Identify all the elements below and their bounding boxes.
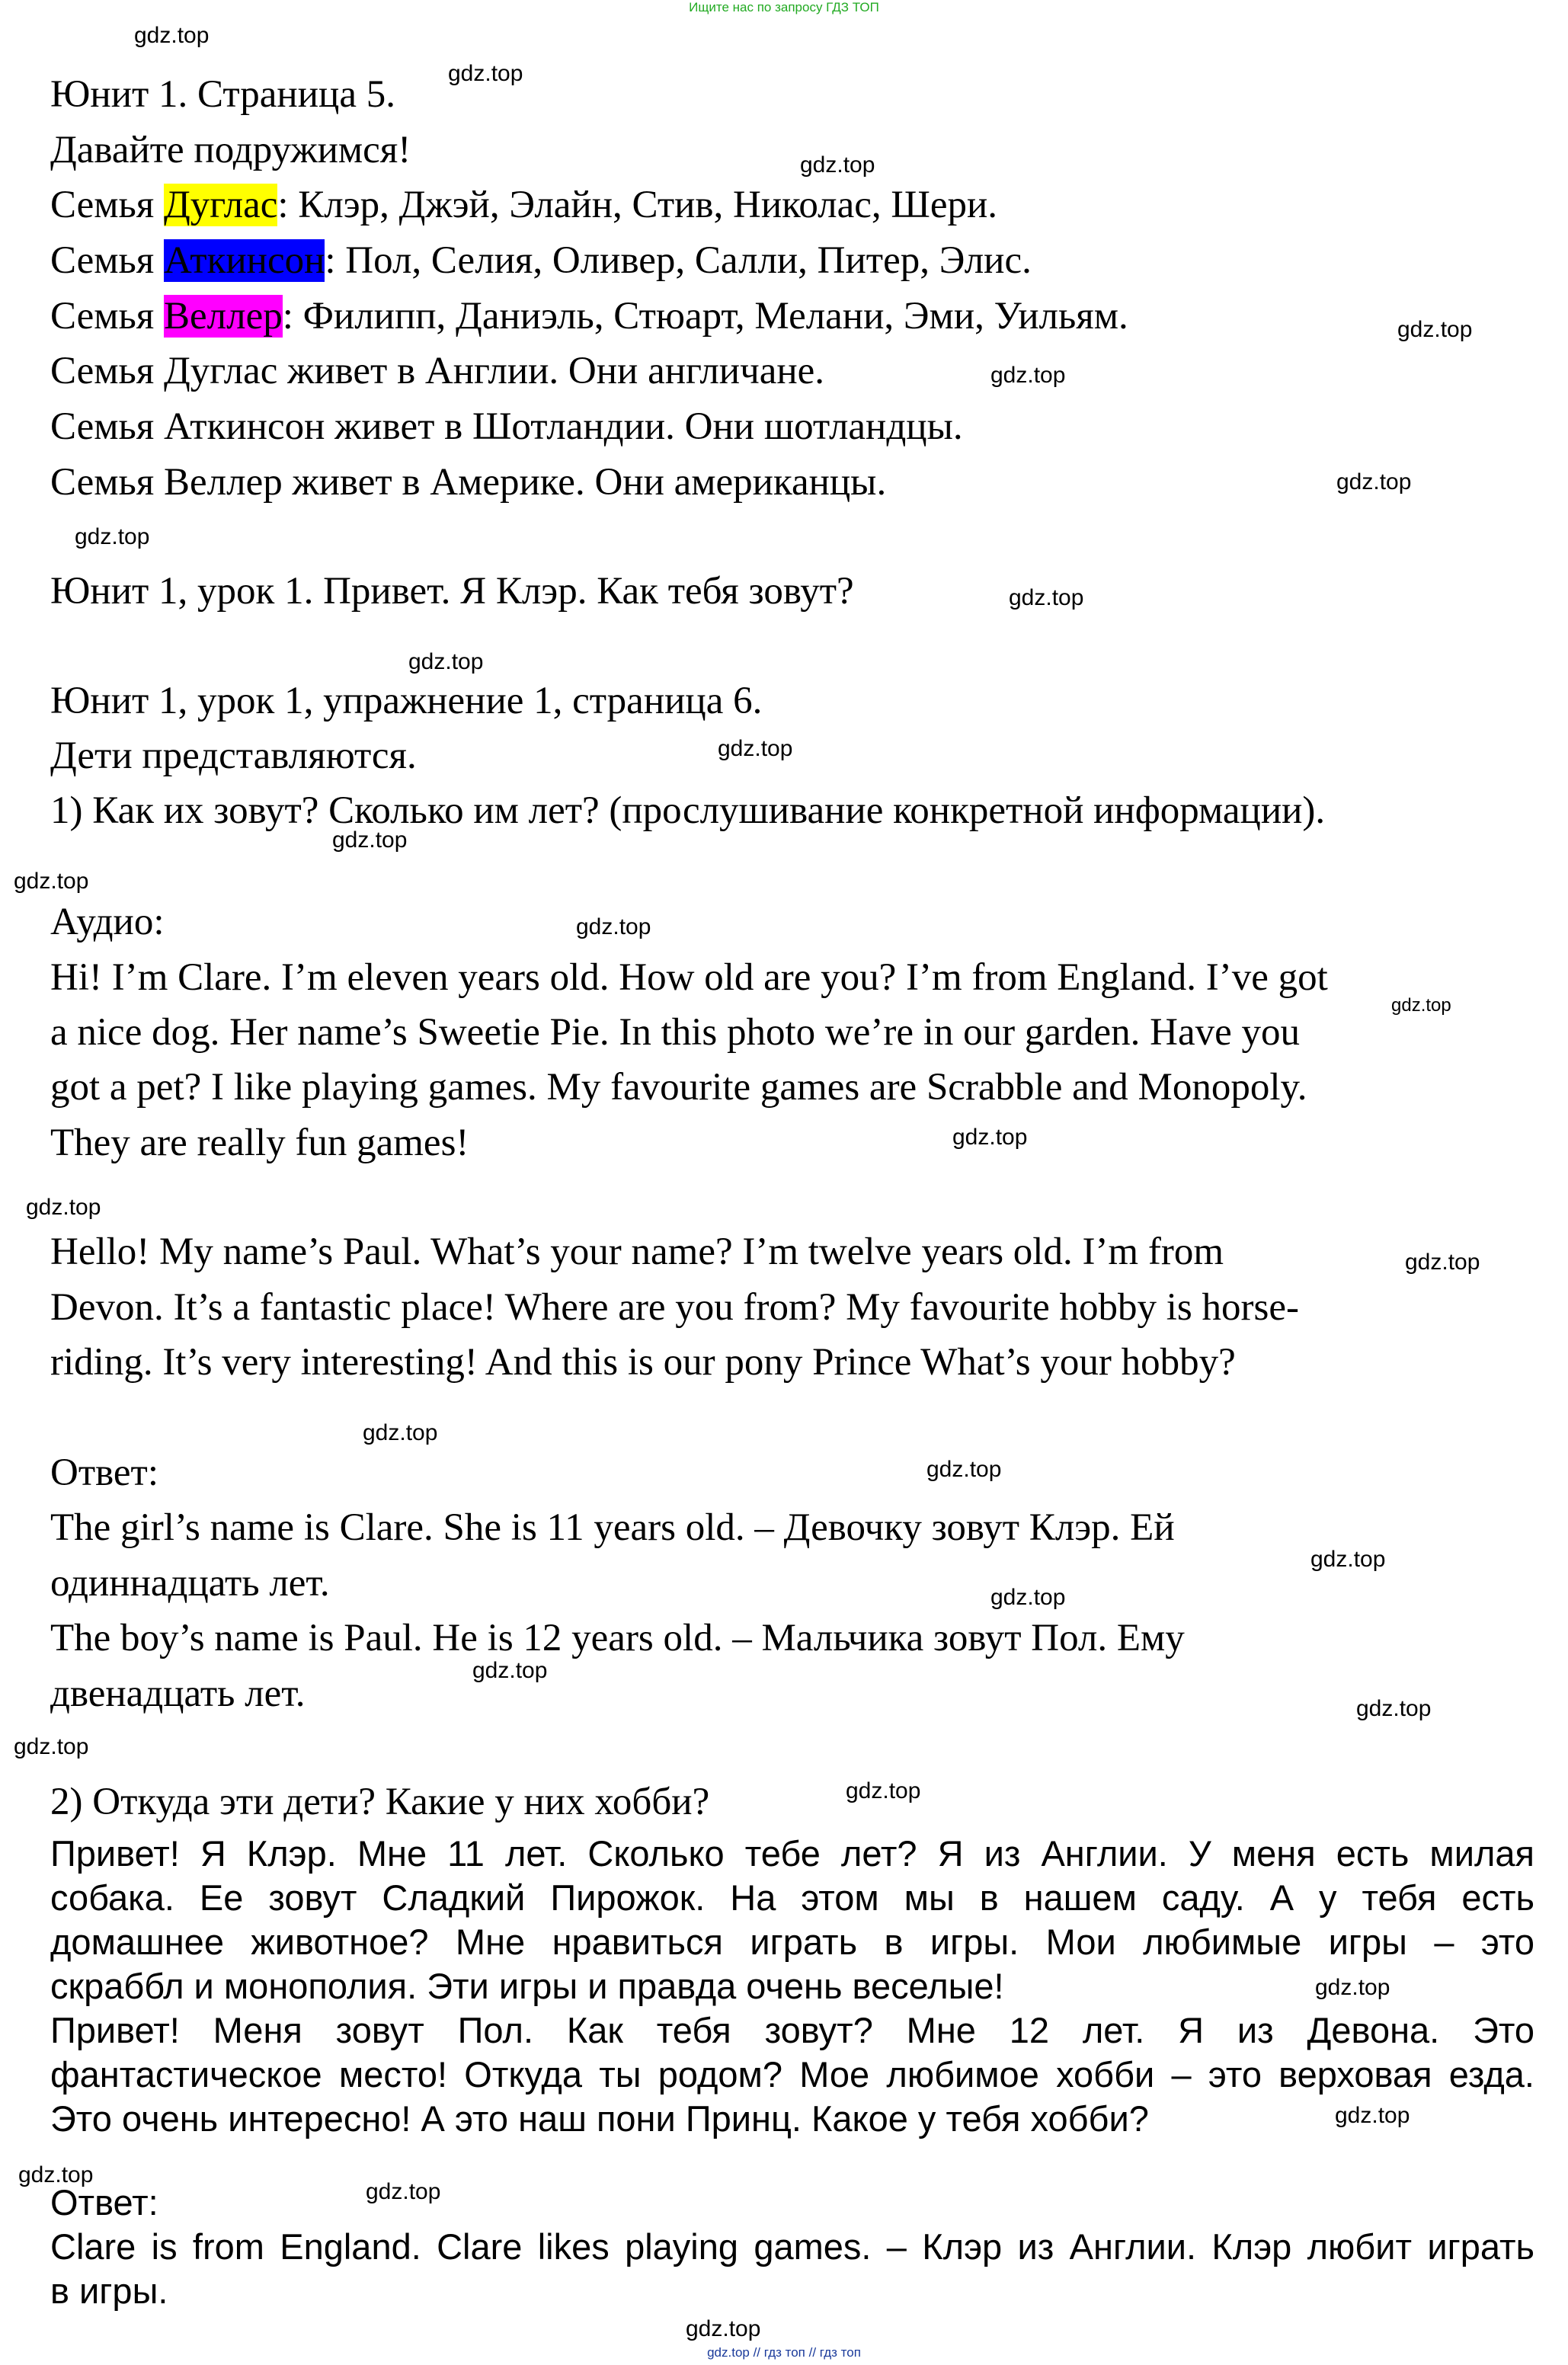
watermark: gdz.top [1405, 1250, 1480, 1275]
paul-ru-line: Привет! Меня зовут Пол. Как тебя зовут? Мне 12 лет. Я из Девона. Это [50, 2010, 1534, 2050]
douglas-highlight: Дуглас [164, 184, 278, 226]
clare-audio-line: Hi! I’m Clare. I’m eleven years old. How old are you? I’m from England. I’ve got [50, 956, 1328, 999]
watermark: gdz.top [576, 914, 651, 939]
weller-members: : Филипп, Даниэль, Стюарт, Мелани, Эми, Уильям. [282, 295, 1128, 338]
answer-line: The boy’s name is Paul. He is 12 years old. – Мальчика зовут Пол. Ему [50, 1617, 1185, 1659]
watermark: gdz.top [990, 363, 1066, 388]
weller-family-line [50, 289, 1128, 344]
watermark: gdz.top [75, 524, 150, 549]
answer-line: двенадцать лет. [50, 1672, 306, 1715]
watermark: gdz.top [363, 1420, 438, 1445]
family-prefix: Семья [50, 184, 165, 226]
answer-2-line: в игры. [50, 2271, 168, 2311]
watermark: gdz.top [846, 1778, 921, 1803]
clare-audio-line: They are really fun games! [50, 1122, 469, 1164]
exercise-title: Юнит 1, урок 1, упражнение 1, страница 6. [50, 680, 763, 722]
atkinson-highlight: Аткинсон [164, 239, 325, 282]
douglas-members: : Клэр, Джэй, Элайн, Стив, Николас, Шери. [277, 184, 998, 226]
watermark: gdz.top [1336, 469, 1412, 494]
watermark: gdz.top [366, 2179, 441, 2204]
top-banner: Ищите нас по запросу ГДЗ ТОП [689, 0, 879, 14]
audio-label: Аудио: [50, 901, 165, 943]
question-1: 1) Как их зовут? Сколько им лет? (прослушивание конкретной информации). [50, 789, 1326, 832]
weller-lives-line: Семья Веллер живет в Америке. Они американцы. [50, 461, 887, 504]
watermark: gdz.top [1356, 1696, 1432, 1721]
watermark: gdz.top [332, 827, 408, 853]
answer-line: The girl’s name is Clare. She is 11 years old. – Девочку зовут Клэр. Ей [50, 1506, 1175, 1549]
clare-audio-line: got a pet? I like playing games. My favourite games are Scrabble and Monopoly. [50, 1066, 1307, 1109]
watermark: gdz.top [408, 649, 484, 674]
weller-highlight: Веллер [164, 295, 283, 338]
paul-audio-line: Devon. It’s a fantastic place! Where are you from? My favourite hobby is horse- [50, 1286, 1299, 1329]
answer-line: одиннадцать лет. [50, 1562, 330, 1605]
atkinson-members: : Пол, Селия, Оливер, Салли, Питер, Элис. [325, 239, 1032, 282]
answer-2-line: Clare is from England. Clare likes playing games. – Клэр из Англии. Клэр любит играть [50, 2226, 1534, 2267]
clare-ru-line: скраббл и монополия. Эти игры и правда очень веселые! [50, 1966, 1004, 2006]
watermark: gdz.top [800, 152, 875, 178]
answer-2-label: Ответ: [50, 2182, 158, 2223]
paul-audio-line: Hello! My name’s Paul. What’s your name? I’m twelve years old. I’m from [50, 1231, 1224, 1273]
watermark: gdz.top [990, 1585, 1066, 1610]
clare-audio-line: a nice dog. Her name’s Sweetie Pie. In this photo we’re in our garden. Have you [50, 1011, 1301, 1054]
watermark: gdz.top [1335, 2103, 1410, 2128]
clare-ru-line: домашнее животное? Мне нравиться играть в игры. Мои любимые игры – это [50, 1922, 1534, 1962]
atkinson-family-line [50, 233, 1032, 288]
watermark: gdz.top [448, 61, 523, 86]
watermark: gdz.top [1391, 995, 1451, 1016]
watermark: gdz.top [134, 23, 210, 48]
watermark: gdz.top [686, 2316, 761, 2341]
answer-label: Ответ: [50, 1451, 158, 1494]
watermark: gdz.top [1009, 585, 1084, 610]
watermark: gdz.top [926, 1457, 1002, 1482]
exercise-subtitle: Дети представляются. [50, 734, 417, 777]
watermark: gdz.top [14, 1734, 89, 1759]
question-2: 2) Откуда эти дети? Какие у них хобби? [50, 1781, 710, 1823]
lesson-title: Юнит 1, урок 1. Привет. Я Клэр. Как тебя зовут? [50, 570, 854, 613]
paul-ru-line: фантастическое место! Откуда ты родом? Мое любимое хобби – это верховая езда. [50, 2054, 1534, 2095]
paul-ru-line: Это очень интересно! А это наш пони Принц. Какое у тебя хобби? [50, 2098, 1149, 2139]
watermark: gdz.top [18, 2162, 94, 2187]
watermark: gdz.top [472, 1658, 548, 1683]
douglas-family-line [50, 178, 997, 232]
watermark: gdz.top [1397, 317, 1473, 342]
atkinson-lives-line: Семья Аткинсон живет в Шотландии. Они шотландцы. [50, 405, 963, 448]
unit-page-heading: Юнит 1. Страница 5. [50, 73, 395, 116]
family-prefix: Семья [50, 239, 165, 282]
watermark: gdz.top [718, 736, 793, 761]
bottom-banner: gdz.top // гдз топ // гдз топ [707, 2345, 861, 2360]
clare-ru-line: собака. Ее зовут Сладкий Пирожок. На этом мы в нашем саду. А у тебя есть [50, 1877, 1534, 1918]
watermark: gdz.top [26, 1195, 101, 1220]
clare-ru-line: Привет! Я Клэр. Мне 11 лет. Сколько тебе лет? Я из Англии. У меня есть милая [50, 1833, 1534, 1874]
lets-be-friends: Давайте подружимся! [50, 129, 411, 171]
paul-audio-line: riding. It’s very interesting! And this is our pony Prince What’s your hobby? [50, 1341, 1236, 1384]
watermark: gdz.top [1315, 1975, 1390, 2000]
watermark: gdz.top [1310, 1547, 1386, 1572]
family-prefix: Семья [50, 295, 165, 338]
douglas-lives-line: Семья Дуглас живет в Англии. Они англичане. [50, 350, 825, 392]
watermark: gdz.top [952, 1125, 1028, 1150]
watermark: gdz.top [14, 869, 89, 894]
